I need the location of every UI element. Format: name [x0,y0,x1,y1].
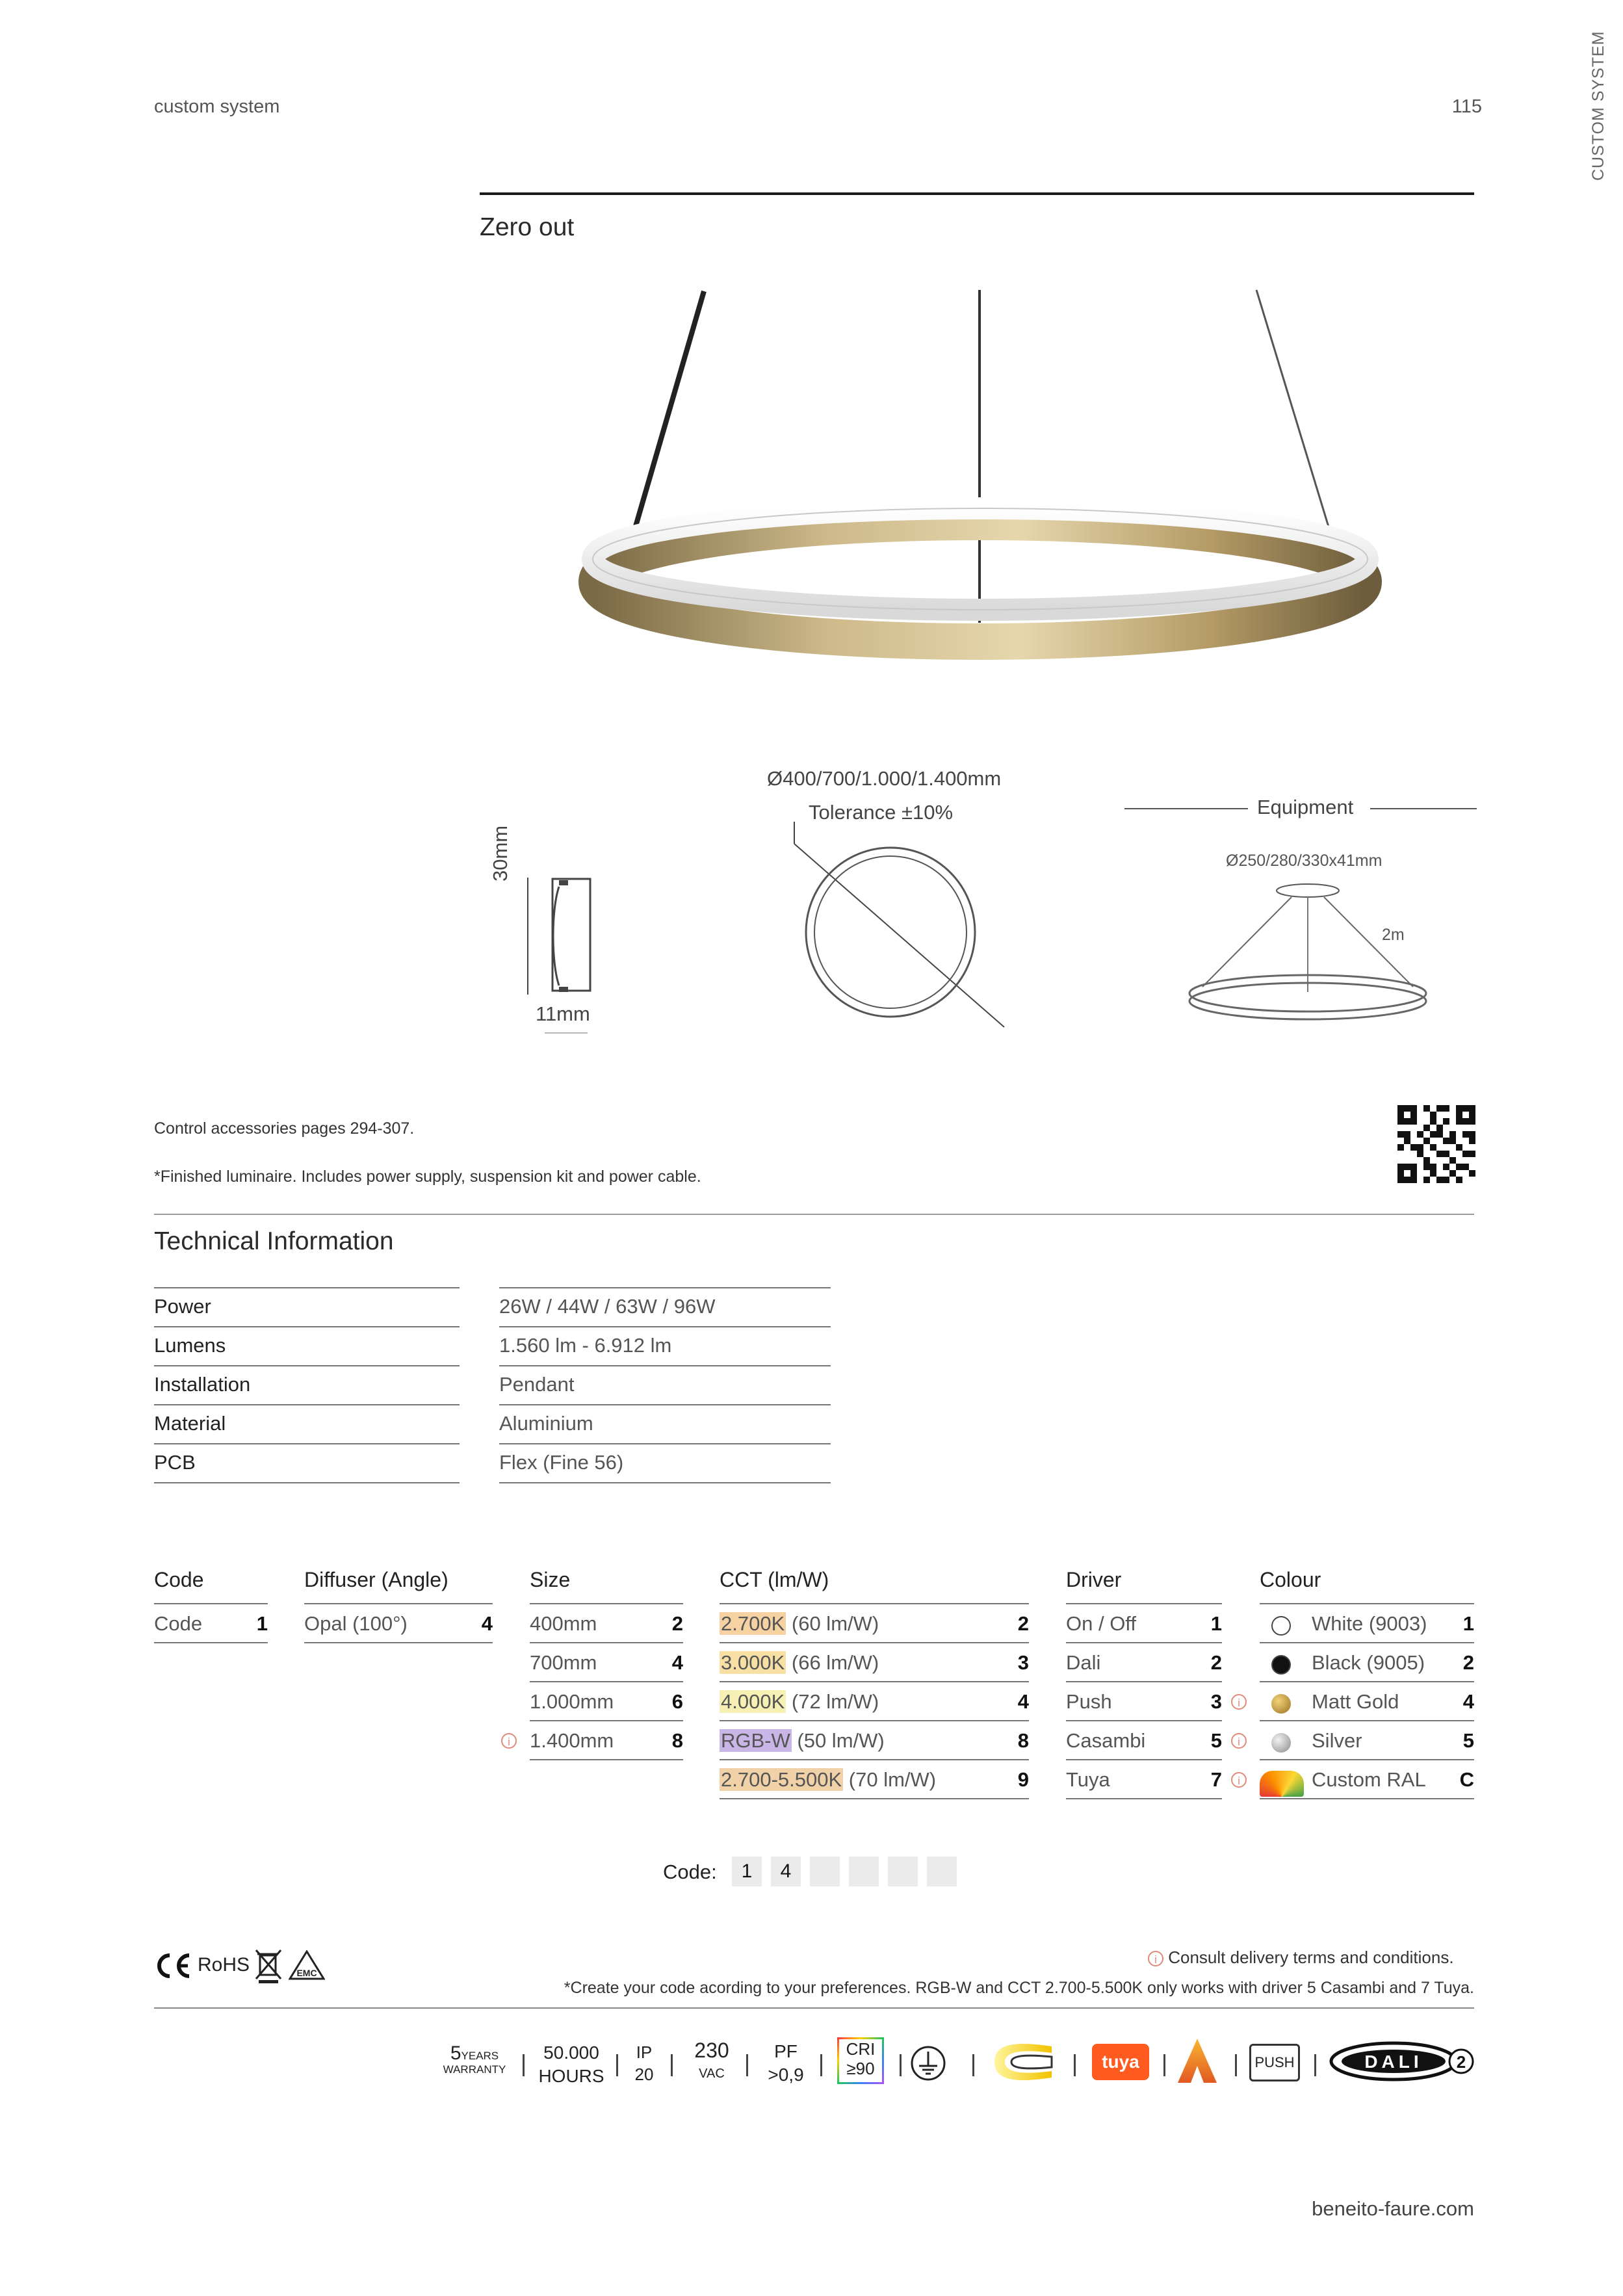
create-note: *Create your code acording to your preferences. RGB-W and CCT 2.700-5.500K only works with driver 5 Casambi and 7 Tuya. [564,1979,1474,1997]
column-rule [1260,1603,1474,1604]
tech-rule [499,1482,831,1483]
code-digit-box[interactable] [810,1857,840,1886]
push-badge: PUSH [1249,2044,1300,2081]
separator [1074,2054,1076,2076]
driver-label: On / Off [1066,1612,1136,1635]
cct-code: 3 [1017,1651,1029,1674]
row-rule [1260,1798,1474,1799]
code-code: 1 [256,1612,268,1635]
code-digit-box[interactable] [849,1857,879,1886]
info-icon: i [1231,1694,1247,1710]
separator [900,2054,902,2076]
driver-option[interactable] [1066,1724,1222,1763]
column-rule [1066,1603,1222,1604]
separator [616,2054,618,2076]
separator [1314,2054,1316,2076]
row-rule [1260,1642,1474,1643]
svg-text:EMC: EMC [296,1968,317,1978]
row-rule [530,1642,683,1643]
cct-value: 4.000K [721,1690,785,1713]
diffuser-option[interactable] [304,1607,493,1646]
equipment-rule-left [1124,808,1248,809]
driver-code: 7 [1210,1768,1222,1791]
weee-bin-icon [255,1948,282,1984]
side-tab: CUSTOM SYSTEM [1589,31,1607,181]
driver-column-header: Driver [1066,1568,1122,1591]
top-rule [480,192,1474,195]
driver-option[interactable] [1066,1685,1222,1724]
driver-label: Tuya [1066,1768,1110,1791]
code-digit-box[interactable]: 4 [771,1857,801,1886]
tech-rule [499,1287,831,1288]
row-rule [530,1759,683,1760]
cct-option[interactable] [720,1724,1029,1763]
row-rule [720,1681,1029,1682]
row-rule [1066,1642,1222,1643]
colour-code: C [1459,1768,1474,1791]
size-option[interactable] [530,1646,683,1685]
column-rule [304,1603,493,1604]
accessories-note: Control accessories pages 294-307. [154,1119,415,1138]
cct-code: 4 [1017,1690,1029,1713]
separator [523,2054,525,2076]
ce-mark-icon [154,1951,193,1980]
row-rule [720,1642,1029,1643]
casambi-logo-icon [1176,2037,1218,2084]
size-column-header: Size [530,1568,571,1591]
row-rule [1260,1681,1474,1682]
driver-code: 5 [1210,1729,1222,1752]
cct-label [720,1768,936,1792]
column-rule [720,1603,1029,1604]
size-option[interactable] [530,1685,683,1724]
colour-option[interactable] [1238,1724,1474,1763]
size-code: 2 [671,1612,683,1635]
size-option[interactable] [508,1724,683,1763]
cct-option[interactable] [720,1685,1029,1724]
tech-rule [499,1326,831,1327]
colour-swatch-icon [1271,1694,1291,1714]
separator [1163,2054,1165,2076]
tech-rule [154,1287,460,1288]
info-icon: i [1231,1772,1247,1788]
row-rule [1066,1759,1222,1760]
info-icon: i [501,1733,517,1749]
row-rule [1260,1720,1474,1721]
separator [746,2054,748,2076]
row-rule [530,1681,683,1682]
column-rule [530,1603,683,1604]
size-label: 700mm [530,1651,597,1674]
cct-efficiency: (50 lm/W) [797,1729,885,1752]
cri-badge: CRI ≥90 [837,2037,884,2084]
page-number: 115 [1451,96,1482,117]
row-rule [720,1720,1029,1721]
qr-code-icon[interactable] [1397,1105,1475,1183]
size-code: 6 [671,1690,683,1713]
code-digit-box[interactable]: 1 [732,1857,762,1886]
finished-note: *Finished luminaire. Includes power supply, suspension kit and power cable. [154,1168,701,1186]
row-rule [304,1642,493,1643]
colour-option[interactable] [1238,1685,1474,1724]
code-label: Code: [663,1860,717,1883]
cct-column-header: CCT (lm/W) [720,1568,829,1591]
info-icon: i [1231,1733,1247,1749]
driver-label: Dali [1066,1651,1101,1674]
tech-label: Installation [154,1373,251,1396]
separator [1235,2054,1237,2076]
colour-column-header: Colour [1260,1568,1321,1591]
diffuser-column-header: Diffuser (Angle) [304,1568,448,1591]
size-option[interactable] [530,1607,683,1646]
cct-value: RGB-W [721,1729,790,1752]
driver-code: 3 [1210,1690,1222,1713]
colour-code: 1 [1462,1612,1474,1635]
footer-divider [154,2007,1474,2009]
tech-rule [154,1443,460,1444]
product-photo [578,280,1384,670]
colour-label: Matt Gold [1312,1690,1399,1713]
cct-label [720,1651,879,1675]
colour-label: Black (9005) [1312,1651,1425,1674]
tech-title: Technical Information [154,1227,394,1255]
cct-label [720,1612,879,1636]
tech-rule [499,1404,831,1405]
cable-length: 2m [1382,926,1405,944]
colour-label: Custom RAL [1312,1768,1426,1791]
code-digit-box[interactable] [927,1857,957,1886]
tech-label: Power [154,1295,211,1318]
pf-badge: PF >0,9 [768,2041,804,2085]
row-rule [154,1642,268,1643]
cct-efficiency: (60 lm/W) [791,1612,879,1635]
tech-value: Pendant [499,1373,575,1396]
svg-text:DALI: DALI [1364,2052,1423,2072]
cct-code: 2 [1017,1612,1029,1635]
equipment-title: Equipment [1257,796,1354,818]
tech-label: Lumens [154,1334,226,1357]
diffuser-label: Opal (100°) [304,1612,408,1635]
equipment-diagram [1184,876,1431,1032]
warranty-badge: 5YEARS WARRANTY [443,2042,506,2076]
separator [820,2054,822,2076]
column-rule [154,1603,268,1604]
driver-option[interactable] [1066,1763,1222,1802]
size-code: 8 [671,1729,683,1752]
cct-efficiency: (70 lm/W) [848,1768,937,1791]
colour-code: 5 [1462,1729,1474,1752]
custom-ral-swatch-icon [1260,1771,1304,1797]
emc-icon [289,1950,325,1981]
colour-code: 2 [1462,1651,1474,1674]
tech-value: 1.560 lm - 6.912 lm [499,1334,672,1357]
cct-option[interactable] [720,1607,1029,1646]
profile-width-line [545,1032,588,1034]
driver-option[interactable] [1066,1646,1222,1685]
cct-label [720,1690,879,1714]
separator [972,2054,974,2076]
row-rule [1066,1798,1222,1799]
ring-diagram [780,820,1014,1035]
hours-badge: 50.000 HOURS [538,2042,604,2086]
driver-code: 1 [1210,1612,1222,1635]
colour-option[interactable] [1260,1646,1474,1685]
row-rule [1066,1720,1222,1721]
tech-value: 26W / 44W / 63W / 96W [499,1295,716,1318]
consult-note: i Consult delivery terms and conditions. [1148,1948,1454,1968]
cct-label [720,1729,885,1753]
website[interactable]: beneito-faure.com [1312,2197,1474,2220]
led-strip-icon [992,2039,1054,2085]
colour-swatch-icon [1271,1733,1291,1753]
code-option[interactable] [154,1607,268,1646]
colour-option[interactable] [1238,1763,1474,1802]
ground-class-icon [910,2045,946,2081]
tech-label: PCB [154,1451,196,1474]
size-label: 1.400mm [530,1729,614,1752]
profile-diagram [520,871,598,1001]
row-rule [1066,1681,1222,1682]
tech-value: Flex (Fine 56) [499,1451,624,1474]
cct-efficiency: (72 lm/W) [791,1690,879,1713]
colour-label: White (9003) [1312,1612,1427,1635]
tech-rule [154,1404,460,1405]
rohs-label: RoHS [198,1954,250,1976]
tech-rule [499,1443,831,1444]
section-name: custom system [154,96,280,117]
tolerance-label: Tolerance ±10% [809,801,954,824]
voltage-badge: 230 VAC [694,2039,729,2081]
tech-rule [499,1365,831,1366]
cct-value: 2.700K [721,1612,785,1635]
size-label: 400mm [530,1612,597,1635]
diffuser-code: 4 [481,1612,493,1635]
cct-option[interactable] [720,1763,1029,1802]
product-title: Zero out [480,213,575,241]
notes-divider [154,1214,1474,1215]
code-label: Code [154,1612,203,1635]
cct-code: 8 [1017,1729,1029,1752]
cct-code: 9 [1017,1768,1029,1791]
colour-swatch-icon [1271,1616,1291,1636]
tech-rule [154,1365,460,1366]
size-label: 1.000mm [530,1690,614,1713]
cct-efficiency: (66 lm/W) [791,1651,879,1674]
row-rule [720,1798,1029,1799]
info-icon: i [1148,1951,1163,1966]
colour-swatch-icon [1271,1655,1291,1675]
svg-text:2: 2 [1456,2052,1466,2072]
driver-option[interactable] [1066,1607,1222,1646]
dali2-logo-icon [1329,2040,1475,2083]
size-code: 4 [671,1651,683,1674]
cct-value: 3.000K [721,1651,785,1674]
tech-rule [154,1326,460,1327]
driver-code: 2 [1210,1651,1222,1674]
row-rule [1260,1759,1474,1760]
colour-option[interactable] [1260,1607,1474,1646]
equipment-size: Ø250/280/330x41mm [1226,852,1383,870]
colour-label: Silver [1312,1729,1362,1752]
driver-label: Casambi [1066,1729,1146,1752]
row-rule [530,1720,683,1721]
ip-badge: IP 20 [634,2042,654,2084]
code-digit-box[interactable] [888,1857,918,1886]
colour-code: 4 [1462,1690,1474,1713]
equipment-rule-right [1370,808,1477,809]
driver-label: Push [1066,1690,1112,1713]
tech-rule [154,1482,460,1483]
tuya-logo: tuya [1092,2044,1149,2080]
profile-height-label: 30mm [489,825,512,881]
row-rule [720,1759,1029,1760]
tech-label: Material [154,1412,226,1435]
profile-width-label: 11mm [536,1002,590,1025]
code-column-header: Code [154,1568,204,1591]
diameter-label: Ø400/700/1.000/1.400mm [767,767,1002,790]
cct-option[interactable] [720,1646,1029,1685]
cct-value: 2.700-5.500K [721,1768,842,1791]
separator [671,2054,673,2076]
tech-value: Aluminium [499,1412,593,1435]
